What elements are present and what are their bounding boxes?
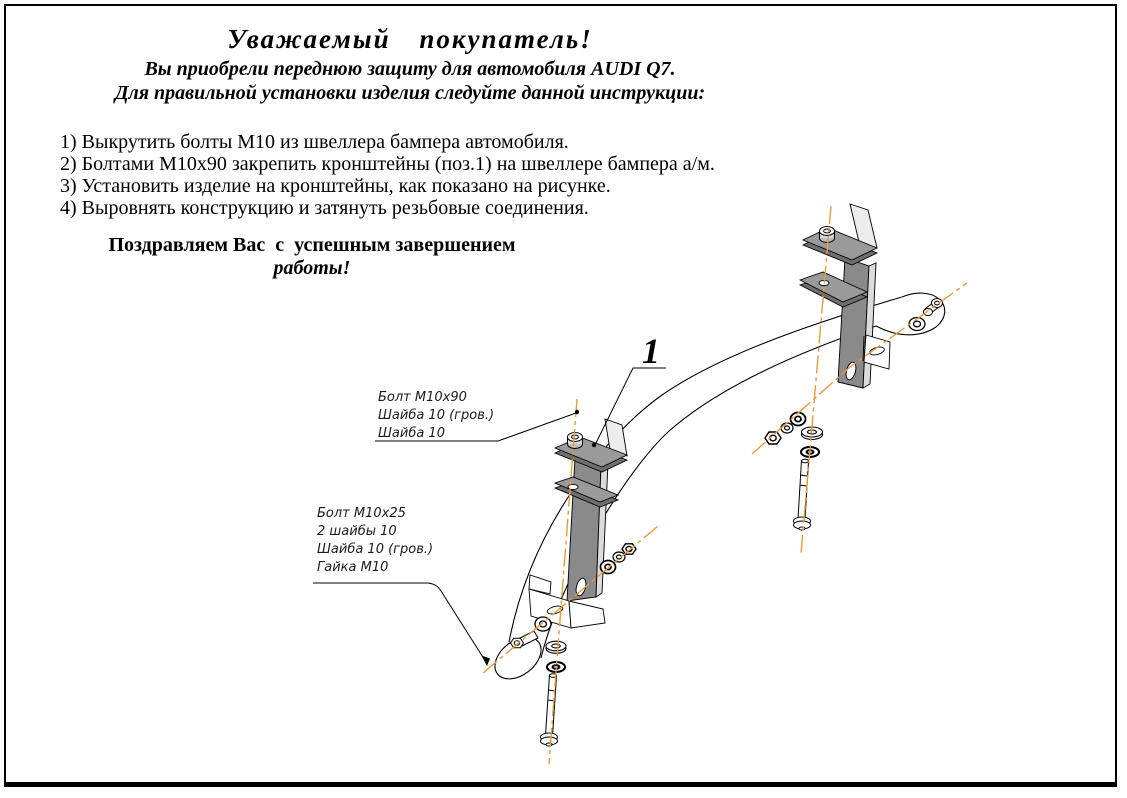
nut-m10-icon: [765, 432, 781, 444]
instruction-step: 1) Выкрутить болты М10 из швеллера бампера автомобиля.: [60, 131, 569, 153]
callout-line: Гайка М10: [317, 560, 389, 575]
callout-line: Шайба 10 (гров.): [378, 408, 495, 423]
congratulation-line-1: Поздравляем Вас с успешным завершением: [108, 234, 516, 256]
part-number-label: 1: [642, 331, 660, 371]
callout-line: Шайба 10 (гров.): [317, 542, 434, 557]
right-flange-bolt: [820, 227, 835, 243]
flat-washer-icon: [546, 641, 566, 653]
washer-10-icon: [535, 617, 551, 631]
left-bracket: [555, 419, 627, 601]
left-flange-bolt: [568, 433, 583, 449]
lower-callout: [317, 506, 433, 575]
washer-10-icon: [781, 423, 793, 433]
callout-line: Болт М10х90: [378, 390, 467, 405]
congratulation-line-2: работы!: [273, 257, 351, 279]
lower-leader-arrow: [482, 656, 491, 667]
right-diagonal-fasteners: [765, 413, 806, 445]
callout-line: 2 шайбы 10: [317, 524, 397, 539]
part-number-leader: [595, 368, 666, 445]
intro-line-1: Вы приобрели переднюю защиту для автомобиля AUDI Q7.: [144, 58, 676, 80]
instruction-step: 4) Выровнять конструкцию и затянуть резьбовые соединения.: [60, 197, 589, 219]
page-title: Уважаемый покупатель!: [227, 24, 593, 54]
instruction-step: 3) Установить изделие на кронштейны, как показано на рисунке.: [60, 175, 611, 197]
callout-line: Шайба 10: [378, 426, 445, 441]
intro-line-2: Для правильной установки изделия следуйте данной инструкции:: [114, 82, 706, 104]
upper-leader-dot: [575, 410, 579, 414]
spring-washer-icon: [791, 413, 806, 426]
callout-line: Болт М10х25: [317, 506, 406, 521]
left-vertical-fasteners: [540, 641, 566, 746]
upper-callout: [378, 390, 494, 441]
centerlines: [483, 206, 967, 764]
instruction-step: 2) Болтами М10х90 закрепить кронштейны (поз.1) на швеллере бампера а/м.: [60, 153, 715, 175]
lower-callout-leader: [313, 583, 486, 662]
tube-end-cap: [487, 629, 549, 688]
part-leader-dot: [592, 443, 596, 447]
washer-10-icon: [613, 552, 625, 562]
